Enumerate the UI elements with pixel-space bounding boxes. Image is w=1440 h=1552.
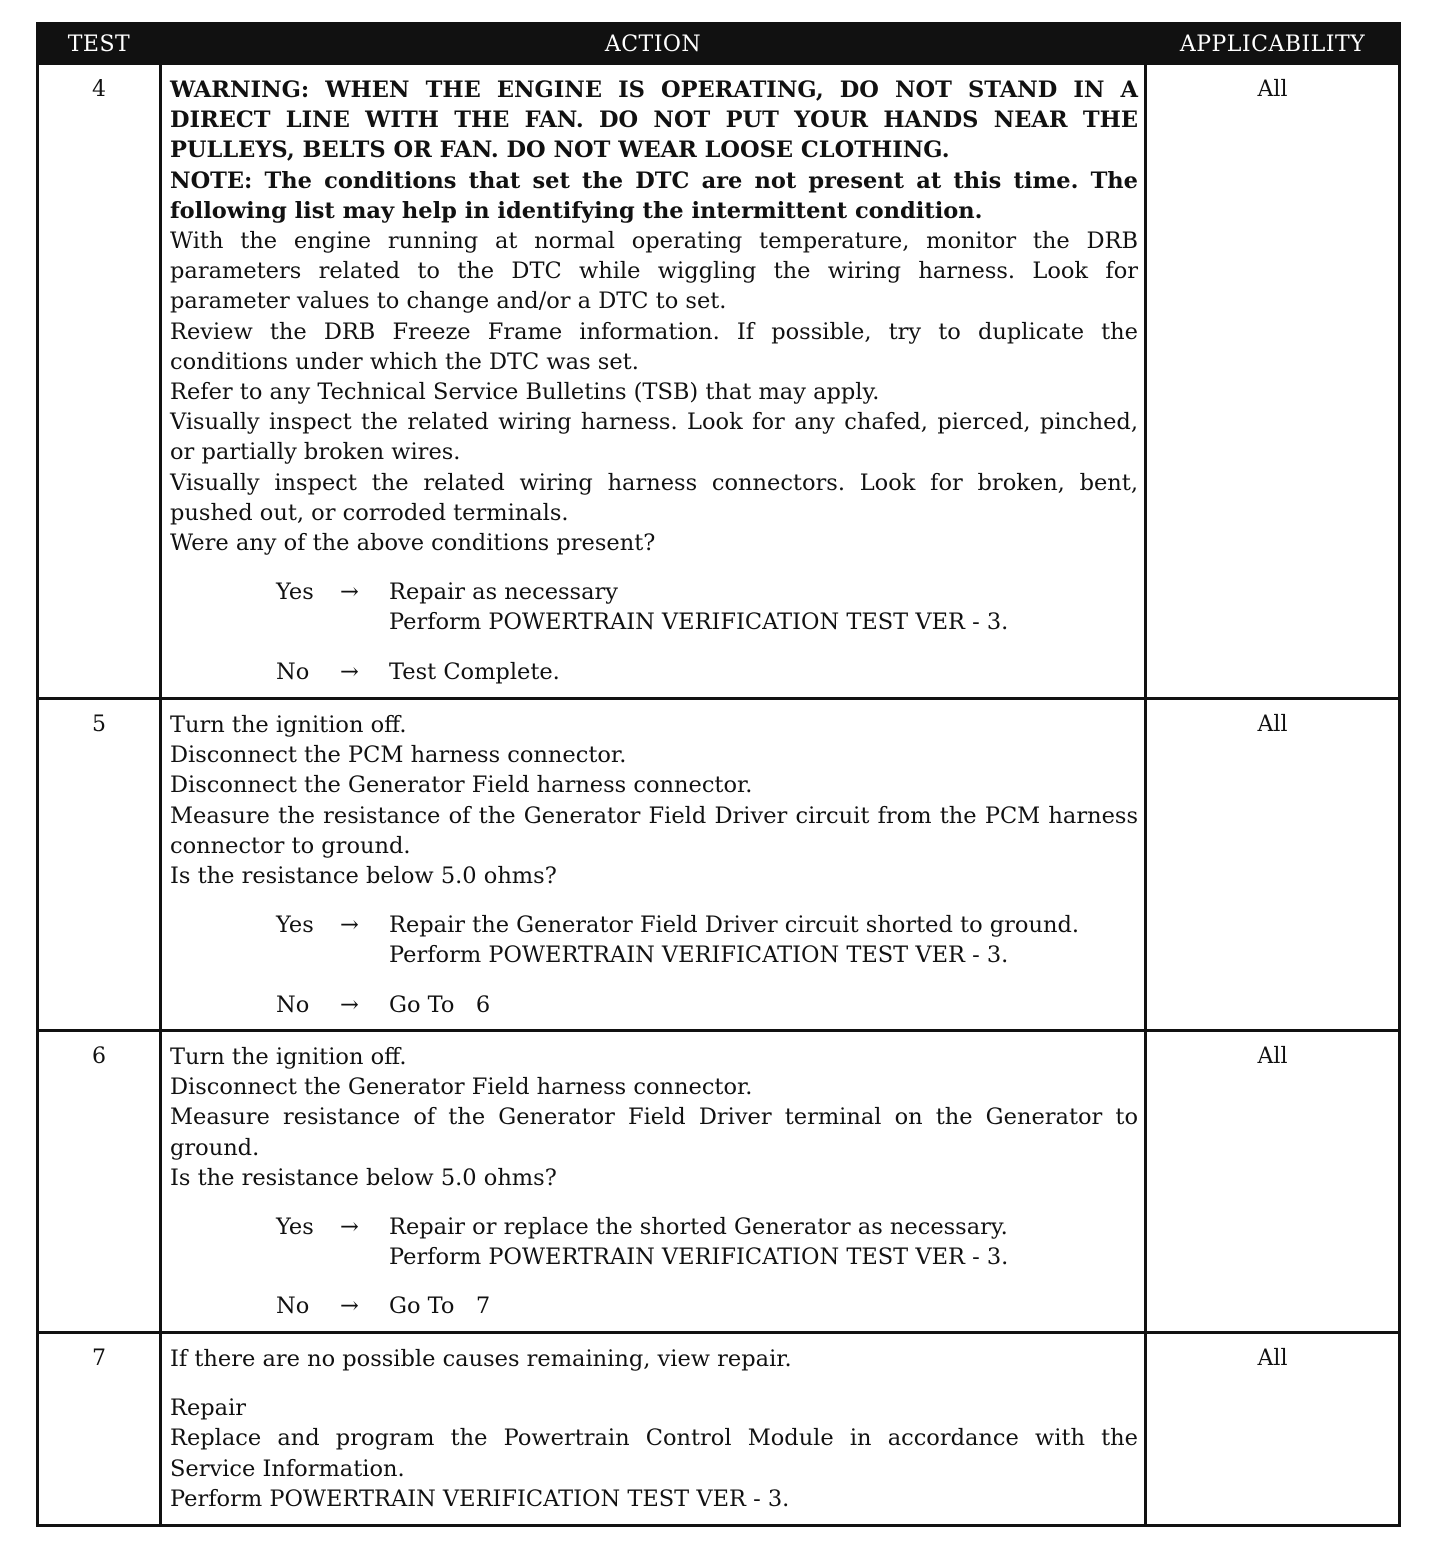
yes-outcome <box>170 1212 1138 1242</box>
table-row <box>39 1029 1398 1331</box>
arrow-right-icon: → <box>340 579 359 606</box>
action-line: Refer to any Technical Service Bulletins (TSB) that may apply. <box>170 379 880 406</box>
outcome-text: Repair or replace the shorted Generator as necessary. <box>389 1214 1008 1241</box>
action-cell <box>170 710 1138 1020</box>
action-line: Is the resistance below 5.0 ohms? <box>170 1164 557 1191</box>
action-line: If there are no possible causes remaining, view repair. <box>170 1346 792 1372</box>
yes-label: Yes <box>276 579 314 606</box>
warning-text: WARNING: WHEN THE ENGINE IS OPERATING, DO NOT STAND IN A DIRECT LINE WITH THE FAN. DO NOT PUT YOUR HANDS NEAR THE PULLEYS, BELTS OR FAN. DO NOT WEAR LOOSE CLOTHING. <box>170 77 1138 164</box>
action-line: Turn the ignition off. <box>170 1044 407 1070</box>
no-label: No <box>276 658 310 685</box>
outcome-text: Go To 7 <box>389 1293 491 1320</box>
repair-text: Perform POWERTRAIN VERIFICATION TEST VER - 3. <box>170 1485 790 1512</box>
header-applicability: APPLICABILITY <box>1179 32 1366 57</box>
action-line: Is the resistance below 5.0 ohms? <box>170 863 557 890</box>
arrow-right-icon: → <box>340 912 359 939</box>
repair-label: Repair <box>170 1395 247 1422</box>
test-number: 6 <box>92 1044 106 1069</box>
outcome-text: Perform POWERTRAIN VERIFICATION TEST VER - 3. <box>389 1244 1009 1271</box>
note-text: NOTE: The conditions that set the DTC are not present at this time. The following list may help in identifying the intermittent condition. <box>170 167 1138 224</box>
procedure-table <box>36 22 1401 1527</box>
yes-label: Yes <box>276 1214 314 1241</box>
no-outcome <box>170 657 1138 687</box>
yes-label: Yes <box>276 912 314 939</box>
action-cell <box>170 75 1138 687</box>
no-label: No <box>276 991 310 1018</box>
arrow-right-icon: → <box>340 658 359 685</box>
header-action: ACTION <box>604 32 702 57</box>
action-line: Disconnect the PCM harness connector. <box>170 742 627 769</box>
test-number: 5 <box>92 712 106 737</box>
outcome-text: Repair the Generator Field Driver circuit shorted to ground. <box>389 912 1080 939</box>
repair-text: Replace and program the Powertrain Control Module in accordance with the Service Information. <box>170 1425 1138 1482</box>
applicability: All <box>1257 1346 1288 1371</box>
no-outcome <box>170 990 1138 1020</box>
table-header <box>39 25 1398 65</box>
test-number: 4 <box>92 77 106 102</box>
header-test: TEST <box>67 32 131 57</box>
outcome-text: Go To 6 <box>389 991 491 1018</box>
applicability: All <box>1257 712 1288 737</box>
action-line: Were any of the above conditions present? <box>170 530 656 557</box>
action-cell <box>170 1042 1138 1322</box>
outcome-text: Repair as necessary <box>389 579 618 606</box>
arrow-right-icon: → <box>340 1293 359 1320</box>
outcome-text: Perform POWERTRAIN VERIFICATION TEST VER - 3. <box>389 942 1009 969</box>
arrow-right-icon: → <box>340 991 359 1018</box>
table-row <box>39 697 1398 1029</box>
action-line: Disconnect the Generator Field harness connector. <box>170 1074 753 1101</box>
yes-outcome <box>170 577 1138 607</box>
action-line: Visually inspect the related wiring harness connectors. Look for broken, bent, pushed out, or corroded terminals. <box>170 469 1138 526</box>
table-row <box>39 1331 1398 1524</box>
action-line: Review the DRB Freeze Frame information. If possible, try to duplicate the conditions under which the DTC was set. <box>170 318 1138 375</box>
action-line: Disconnect the Generator Field harness connector. <box>170 772 753 799</box>
test-number: 7 <box>92 1346 106 1371</box>
outcome-text: Test Complete. <box>389 658 560 685</box>
applicability: All <box>1257 1044 1288 1069</box>
table-row <box>39 65 1398 697</box>
yes-outcome <box>170 910 1138 940</box>
action-line: With the engine running at normal operating temperature, monitor the DRB parameters related to the DTC while wiggling the wiring harness. Look for parameter values to change and/or a DTC to set. <box>170 228 1138 315</box>
no-label: No <box>276 1293 310 1320</box>
applicability: All <box>1257 77 1288 102</box>
action-cell <box>170 1344 1138 1514</box>
no-outcome <box>170 1291 1138 1321</box>
action-line: Visually inspect the related wiring harness. Look for any chafed, pierced, pinched, or partially broken wires. <box>170 409 1138 466</box>
outcome-text: Perform POWERTRAIN VERIFICATION TEST VER - 3. <box>389 609 1009 636</box>
arrow-right-icon: → <box>340 1214 359 1241</box>
action-line: Measure resistance of the Generator Field Driver terminal on the Generator to ground. <box>170 1104 1138 1161</box>
action-line: Measure the resistance of the Generator Field Driver circuit from the PCM harness connector to ground. <box>170 802 1138 859</box>
action-line: Turn the ignition off. <box>170 712 407 738</box>
